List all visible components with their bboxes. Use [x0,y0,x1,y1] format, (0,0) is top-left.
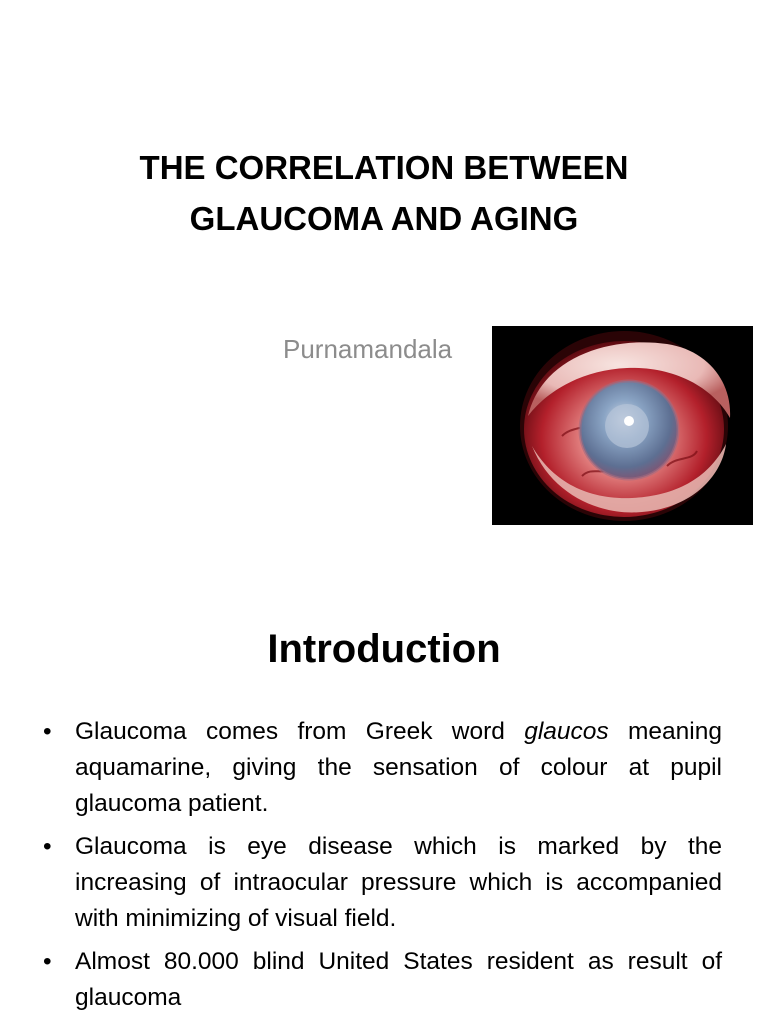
eye-photo [492,326,753,525]
bullet-list [38,714,722,1023]
bullet-emphasis: glaucos [524,718,609,745]
inflamed-eye-photo-icon [492,326,753,525]
slide-title [60,142,708,244]
bullet-text-before: Glaucoma comes from Greek word [75,718,525,745]
introduction-slide [0,590,768,1024]
title-line-1: THE CORRELATION BETWEEN [139,149,629,186]
bullet-item: • Almost 80.000 blind United States resident as result of glaucoma [38,944,722,1016]
author-subtitle: Purnamandala [283,334,453,364]
slide-heading: Introduction [267,627,501,671]
bullet-item: • Glaucoma is eye disease which is marked by the increasing of intraocular pressure which is accompanied with minimizing of visual field. [38,829,722,937]
title-line-2: GLAUCOMA AND AGING [189,200,579,237]
bullet-item [38,714,722,822]
bullet-text-after: meaning aquamarine, giving the sensation of colour at pupil glaucoma patient. [75,718,722,817]
